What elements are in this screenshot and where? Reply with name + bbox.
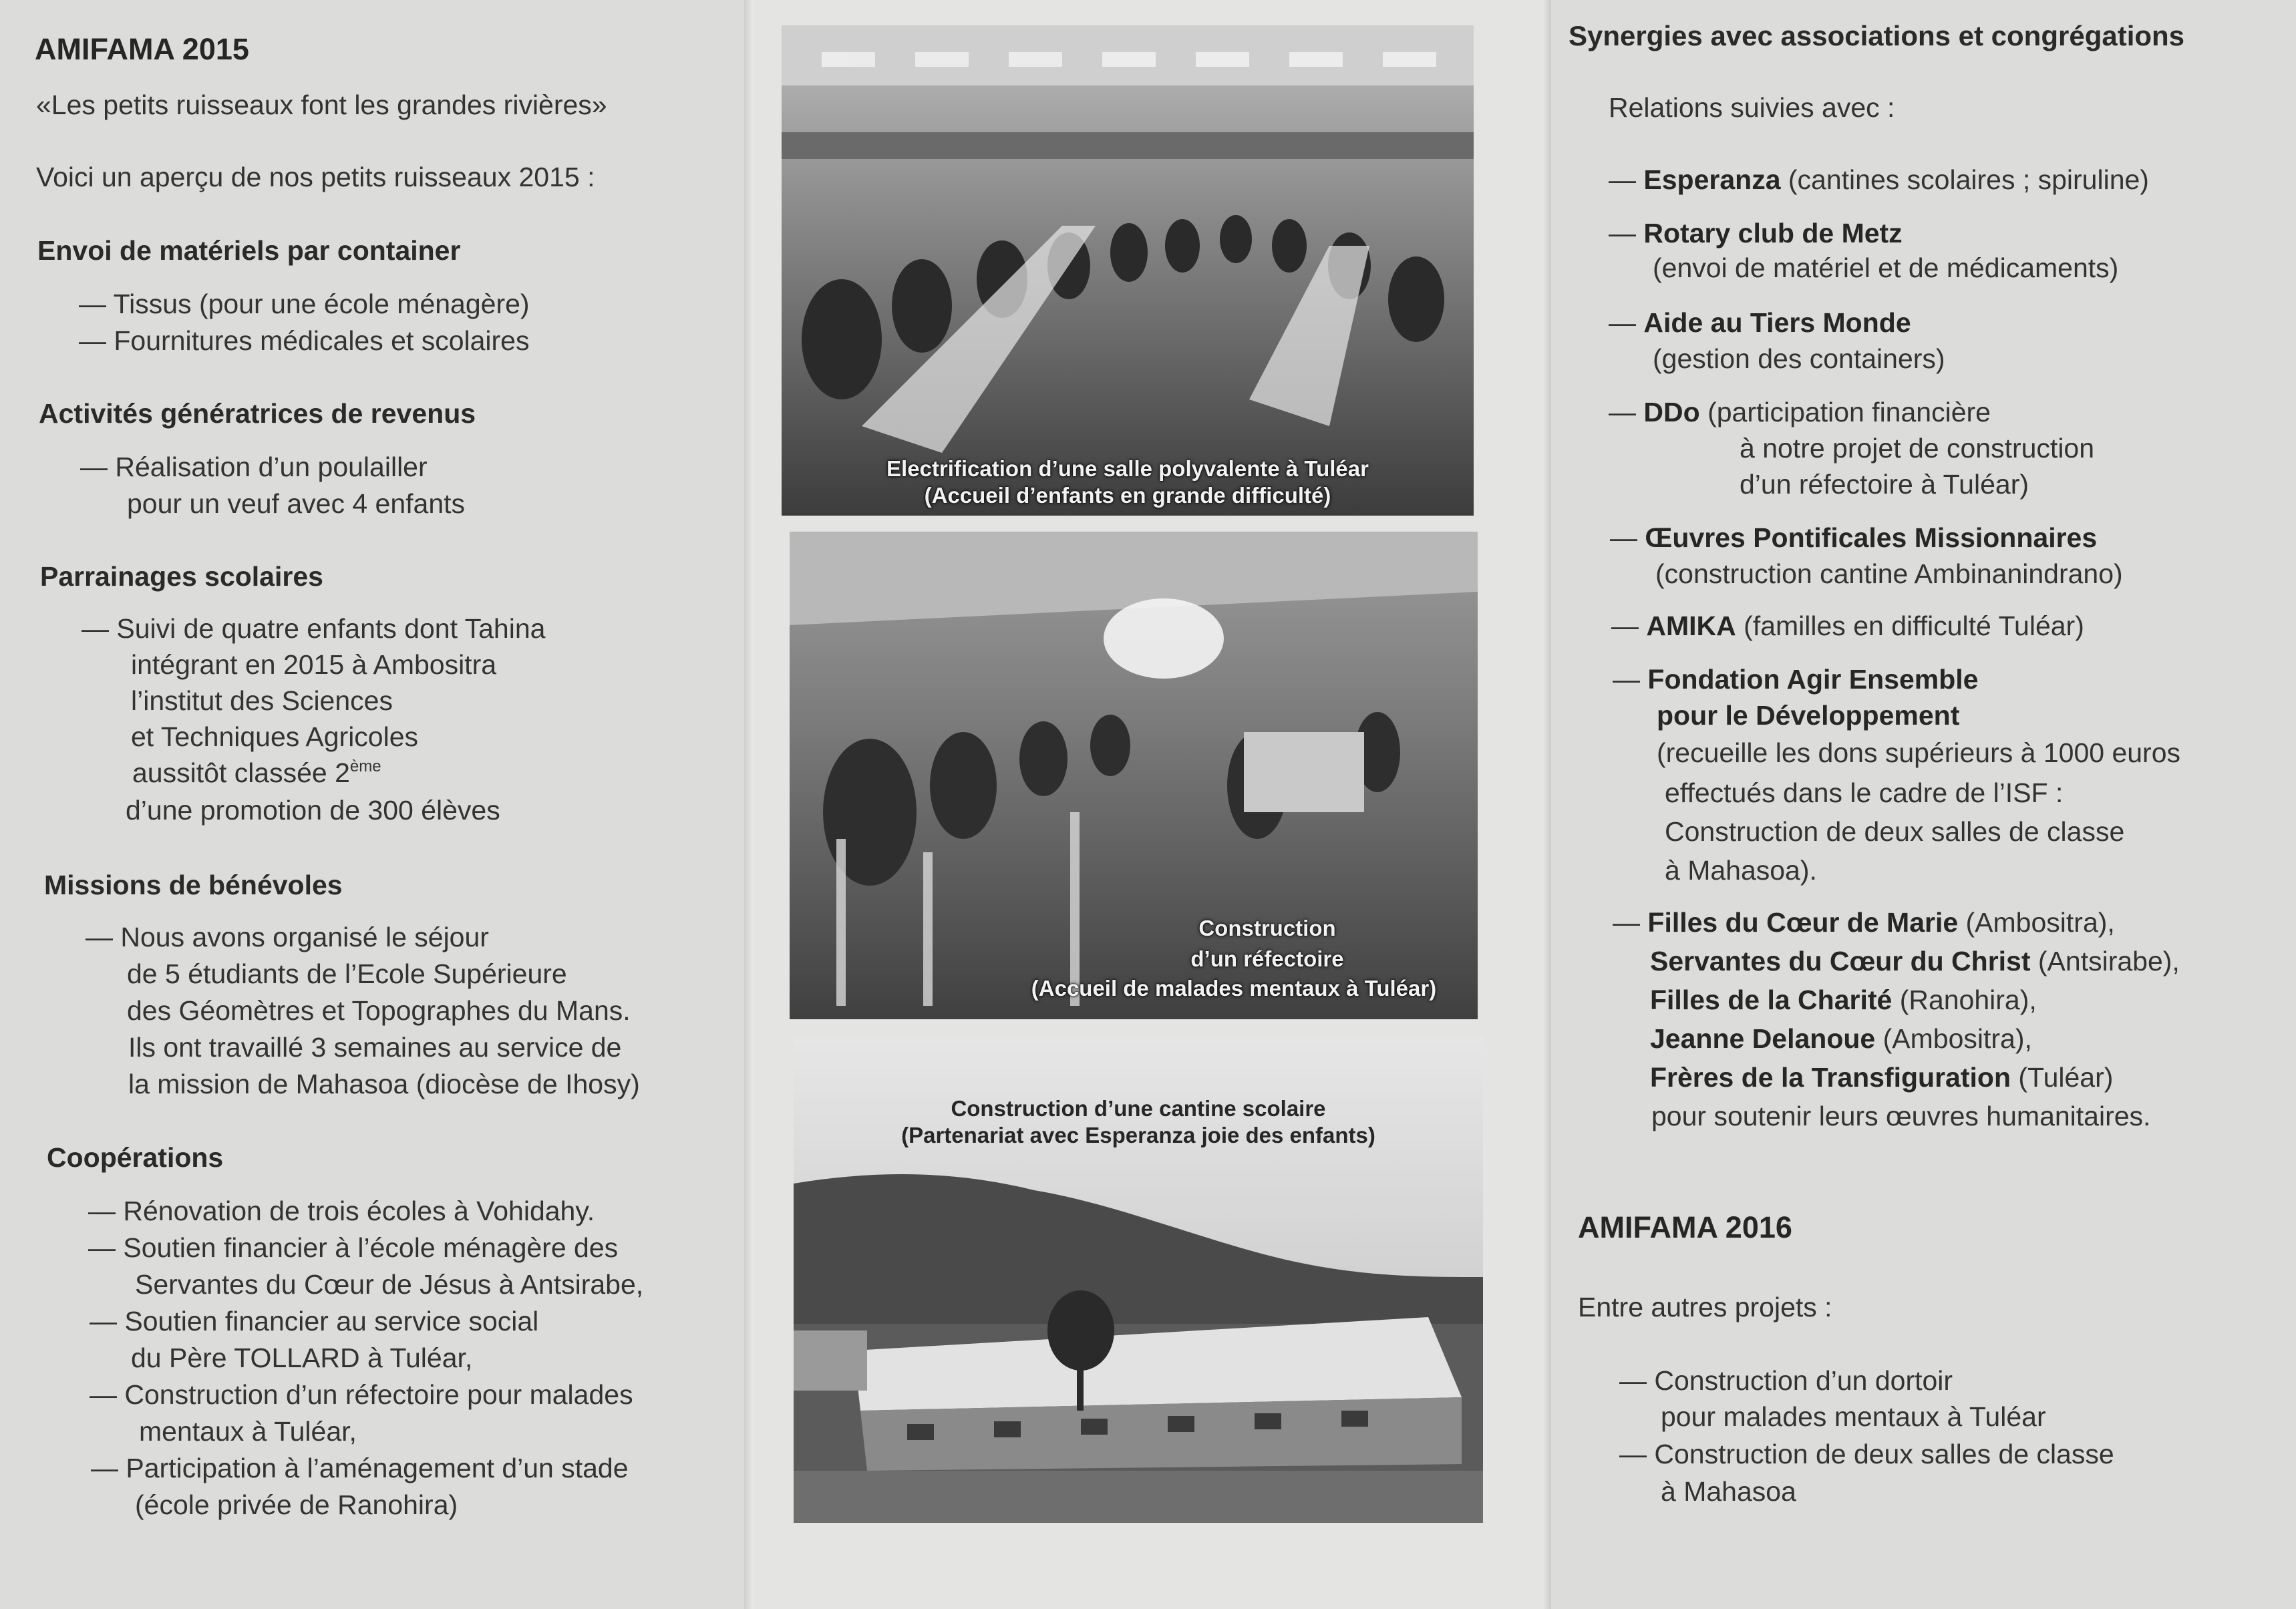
list-item: à Mahasoa xyxy=(1661,1476,1796,1507)
photo-school-canteen xyxy=(794,1037,1483,1523)
partner-item: — Filles du Cœur de Marie (Ambositra), xyxy=(1613,907,2115,938)
list-item: — Construction d’un réfectoire pour malades xyxy=(90,1379,633,1410)
partner-item: Jeanne Delanoue (Ambositra), xyxy=(1650,1023,2032,1054)
list-item: — Soutien financier à l’école ménagère des xyxy=(88,1232,619,1263)
list-item: Ils ont travaillé 3 semaines au service de xyxy=(128,1032,622,1063)
section-title-revenue: Activités génératrices de revenus xyxy=(39,398,476,429)
partner-item: — Aide au Tiers Monde xyxy=(1609,307,1911,338)
section-title-container: Envoi de matériels par container xyxy=(37,235,461,266)
partner-detail: pour soutenir leurs œuvres humanitaires. xyxy=(1651,1101,2151,1131)
list-item: — Suivi de quatre enfants dont Tahina xyxy=(81,613,546,644)
partner-detail: (envoi de matériel et de médicaments) xyxy=(1653,252,2119,283)
list-item: de 5 étudiants de l’Ecole Supérieure xyxy=(127,958,567,989)
photo-caption: Electrification d’une salle polyvalente à Tuléar xyxy=(886,456,1369,481)
intro-text: Voici un aperçu de nos petits ruisseaux 2015 : xyxy=(36,162,595,192)
list-item: — Construction de deux salles de classe xyxy=(1619,1439,2114,1469)
partner-item: — Esperanza (cantines scolaires ; spiruline) xyxy=(1609,164,2149,195)
partner-item: — AMIKA (familles en difficulté Tuléar) xyxy=(1611,610,2084,641)
list-item: du Père TOLLARD à Tuléar, xyxy=(131,1343,473,1373)
section-title-volunteers: Missions de bénévoles xyxy=(44,870,343,900)
section-title-cooperation: Coopérations xyxy=(47,1142,224,1173)
list-item: — Construction d’un dortoir xyxy=(1619,1365,1953,1396)
photo-caption: d’un réfectoire xyxy=(1190,946,1344,971)
list-item: mentaux à Tuléar, xyxy=(139,1416,357,1447)
list-item: — Fournitures médicales et scolaires xyxy=(79,325,530,356)
intro-text: Relations suivies avec : xyxy=(1609,92,1895,123)
partner-detail: effectués dans le cadre de l’ISF : xyxy=(1665,777,2064,808)
partner-detail: d’un réfectoire à Tuléar) xyxy=(1740,469,2029,500)
list-item: intégrant en 2015 à Ambositra xyxy=(131,649,497,680)
list-item: d’une promotion de 300 élèves xyxy=(126,795,500,826)
partner-detail: (construction cantine Ambinanindrano) xyxy=(1655,558,2123,589)
partner-detail: (gestion des containers) xyxy=(1653,343,1945,374)
list-item: — Tissus (pour une école ménagère) xyxy=(79,289,530,319)
list-item: pour malades mentaux à Tuléar xyxy=(1661,1401,2046,1432)
partner-item: Frères de la Transfiguration (Tuléar) xyxy=(1650,1062,2114,1093)
list-item: la mission de Mahasoa (diocèse de Ihosy) xyxy=(128,1069,640,1099)
partner-item: — Rotary club de Metz xyxy=(1609,218,1903,248)
section-title-synergies: Synergies avec associations et congrégations xyxy=(1569,20,2185,51)
partner-item: Servantes du Cœur du Christ (Antsirabe), xyxy=(1650,946,2180,976)
partner-detail: à Mahasoa). xyxy=(1665,855,1817,886)
list-item: — Participation à l’aménagement d’un stade xyxy=(91,1453,629,1483)
fold-line xyxy=(1542,0,1551,1609)
partner-detail: Construction de deux salles de classe xyxy=(1665,816,2125,847)
list-item: (école privée de Ranohira) xyxy=(135,1489,458,1520)
page-title: AMIFAMA 2015 xyxy=(35,32,249,66)
partner-item: — Œuvres Pontificales Missionnaires xyxy=(1610,522,2098,553)
list-item: aussitôt classée 2ème xyxy=(132,757,381,788)
hall-photo-image xyxy=(782,25,1474,516)
list-item: pour un veuf avec 4 enfants xyxy=(127,488,466,519)
photo-caption: Construction d’une cantine scolaire xyxy=(951,1096,1326,1121)
list-item: l’institut des Sciences xyxy=(131,685,393,716)
partner-item: — Fondation Agir Ensemble xyxy=(1613,664,1979,695)
motto: «Les petits ruisseaux font les grandes rivières» xyxy=(36,90,607,120)
photo-caption: (Partenariat avec Esperanza joie des enfants) xyxy=(901,1123,1375,1147)
partner-item: — DDo (participation financière xyxy=(1609,397,1991,427)
photo-caption: (Accueil d’enfants en grande difficulté) xyxy=(924,483,1331,508)
list-item: des Géomètres et Topographes du Mans. xyxy=(127,995,631,1026)
photo-caption: (Accueil de malades mentaux à Tuléar) xyxy=(1031,976,1437,1001)
list-item: et Techniques Agricoles xyxy=(131,721,419,752)
intro-text: Entre autres projets : xyxy=(1578,1292,1832,1322)
photo-multipurpose-hall xyxy=(782,25,1474,516)
partner-detail: à notre projet de construction xyxy=(1740,433,2095,464)
partner-item: Filles de la Charité (Ranohira), xyxy=(1650,985,2037,1015)
page-title-2016: AMIFAMA 2016 xyxy=(1578,1210,1792,1244)
list-item: — Soutien financier au service social xyxy=(90,1306,539,1336)
list-item: — Réalisation d’un poulailler xyxy=(80,452,428,482)
list-item: Servantes du Cœur de Jésus à Antsirabe, xyxy=(135,1269,644,1300)
section-title-sponsorship: Parrainages scolaires xyxy=(40,561,323,592)
partner-item: pour le Développement xyxy=(1657,700,1960,731)
partner-detail: (recueille les dons supérieurs à 1000 euros xyxy=(1657,737,2181,768)
photo-refectory xyxy=(790,532,1478,1019)
list-item: — Nous avons organisé le séjour xyxy=(86,922,489,952)
list-item: — Rénovation de trois écoles à Vohidahy. xyxy=(88,1196,595,1226)
photo-caption: Construction xyxy=(1198,916,1336,940)
fold-line xyxy=(744,0,754,1609)
